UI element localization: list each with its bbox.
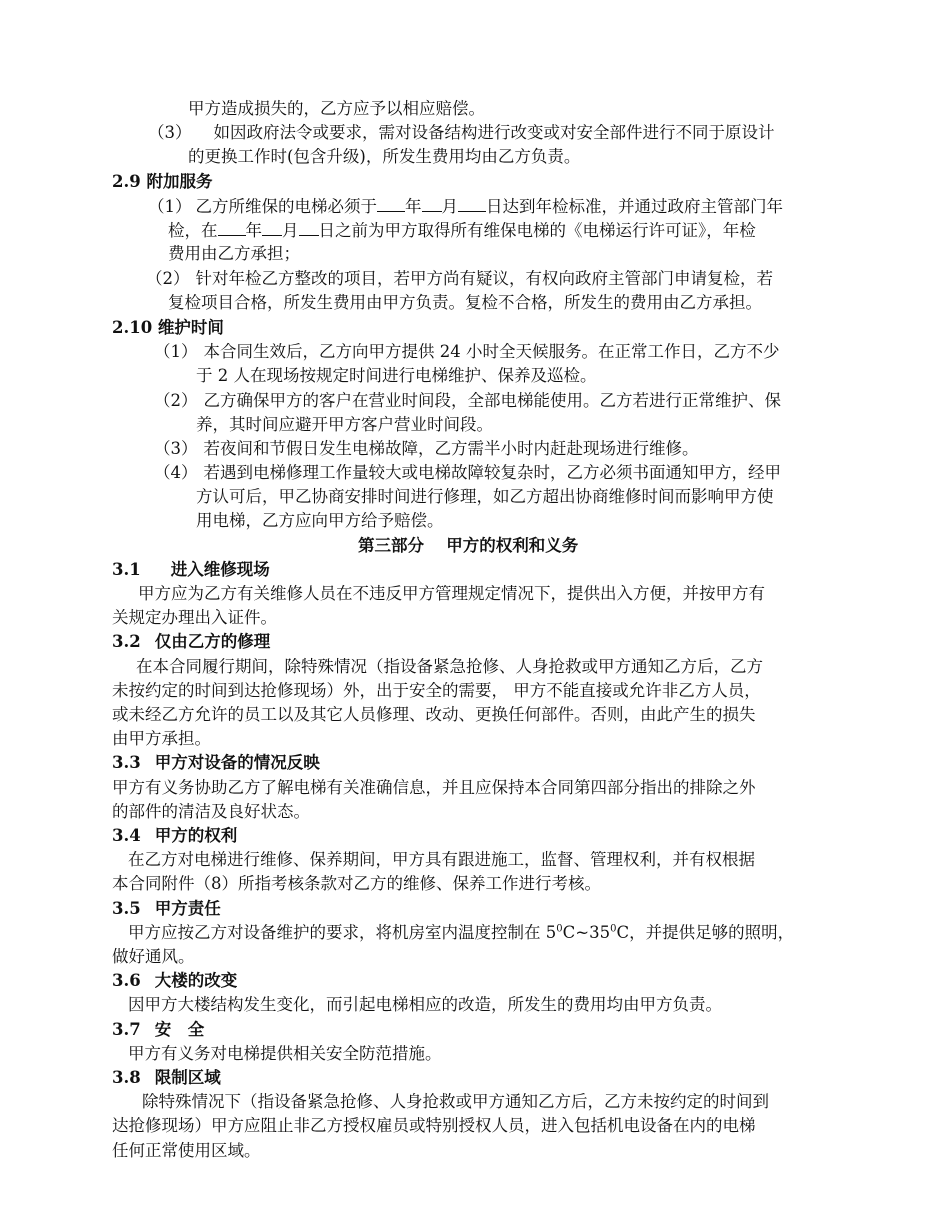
- section-number: 3.6: [112, 971, 141, 990]
- blank-line: [218, 218, 246, 236]
- list-item-2-8-3: [148, 121, 775, 145]
- paragraph-line: [136, 655, 763, 679]
- paragraph-line: [112, 945, 195, 969]
- paragraph-line: [196, 509, 444, 533]
- text: 方认可后，甲乙协商安排时间进行修理，如乙方超出协商维修时间而影响甲方使: [196, 487, 774, 506]
- superscript: 0: [610, 923, 617, 935]
- section-heading-3-6: [112, 969, 237, 993]
- text: C~35: [562, 923, 611, 942]
- paragraph-line: [128, 1042, 442, 1066]
- list-item-2-10-4: [154, 461, 781, 485]
- text: 日达到年检标准，并通过政府主管部门年: [486, 197, 783, 216]
- text: 用电梯，乙方应向甲方给予赔偿。: [196, 511, 444, 530]
- heading-text: 甲方对设备的情况反映: [154, 753, 320, 772]
- section-number: 3.8: [112, 1068, 141, 1087]
- text: 乙方所维保的电梯必须于: [195, 197, 377, 216]
- item-number: （2）: [154, 391, 198, 410]
- paragraph-line: [196, 364, 597, 388]
- item-number: （1）: [154, 342, 198, 361]
- text: 在乙方对电梯进行维修、保养期间，甲方具有跟进施工，监督、管理权利，并有权根据: [128, 850, 755, 869]
- paragraph-line: [128, 921, 794, 945]
- text: 由甲方承担。: [112, 729, 211, 748]
- text: 在本合同履行期间，除特殊情况（指设备紧急抢修、人身抢救或甲方通知乙方后，乙方: [136, 657, 763, 676]
- heading-text: 大楼的改变: [154, 971, 238, 990]
- section-heading-3-7: [112, 1018, 204, 1042]
- text: 如因政府法令或要求，需对设备结构进行改变或对安全部件进行不同于原设计: [213, 123, 775, 142]
- text: 因甲方大楼结构发生变化，而引起电梯相应的改造，所发生的费用均由甲方负责。: [128, 995, 722, 1014]
- paragraph-line: [112, 703, 756, 727]
- text: 检，在: [168, 221, 218, 240]
- text: 于 2 人在现场按规定时间进行电梯维护、保养及巡检。: [196, 366, 597, 385]
- section-heading-3-3: [112, 751, 320, 775]
- text: 甲方有义务协助乙方了解电梯有关准确信息，并且应保持本合同第四部分指出的排除之外: [112, 778, 756, 797]
- text: 费用由乙方承担；: [168, 244, 300, 263]
- paragraph-line: [128, 993, 722, 1017]
- section-heading-2-10: [112, 316, 224, 340]
- text: 本合同生效后，乙方向甲方提供 24 小时全天候服务。在正常工作日，乙方不少: [203, 342, 780, 361]
- text: 本合同附件（8）所指考核条款对乙方的维修、保养工作进行考核。: [112, 874, 601, 893]
- text: 未按约定的时间到达抢修现场）外，出于安全的需要， 甲方不能直接或允许非乙方人员，: [112, 681, 761, 700]
- text: 乙方确保甲方的客户在营业时间段，全部电梯能使用。乙方若进行正常维护、保: [203, 391, 781, 410]
- paragraph-line: [138, 582, 765, 606]
- list-item-2-9-1: [148, 194, 783, 219]
- paragraph-line: [112, 1139, 261, 1163]
- section-number: 3.3: [112, 753, 141, 772]
- text: 或未经乙方允许的员工以及其它人员修理、改动、更换任何部件。否则，由此产生的损失: [112, 705, 756, 724]
- text: 的部件的清洁及良好状态。: [112, 802, 310, 821]
- paragraph-line: [188, 145, 580, 169]
- paragraph-line: [112, 606, 277, 630]
- heading-text: 安 全: [154, 1020, 205, 1039]
- heading-text: 限制区域: [154, 1068, 221, 1087]
- paragraph-line: [128, 848, 755, 872]
- item-number: （3）: [148, 123, 192, 142]
- text: 养，其时间应避开甲方客户营业时间段。: [196, 415, 493, 434]
- section-heading-3-4: [112, 824, 237, 848]
- item-number: （1）: [148, 197, 192, 216]
- paragraph-line: [196, 485, 774, 509]
- text: 日之前为甲方取得所有维保电梯的《电梯运行许可证》，年检: [318, 221, 756, 240]
- section-heading-3-8: [112, 1066, 221, 1090]
- text: 月: [441, 197, 458, 216]
- text: 月: [282, 221, 299, 240]
- section-number: 3.2: [112, 632, 141, 651]
- blank-line: [377, 194, 405, 212]
- section-number: 3.5: [112, 899, 141, 918]
- section-heading-3-2: [112, 630, 270, 654]
- blank-line: [422, 194, 442, 212]
- text: 除特殊情况下（指设备紧急抢修、人身抢救或甲方通知乙方后，乙方未按约定的时间到: [142, 1092, 769, 1111]
- text: 甲方应为乙方有关维修人员在不违反甲方管理规定情况下，提供出入方便，并按甲方有: [138, 584, 765, 603]
- text: 甲方应按乙方对设备维护的要求，将机房室内温度控制在 5: [128, 923, 557, 942]
- heading-text: 2.10 维护时间: [112, 318, 224, 337]
- blank-line: [299, 218, 319, 236]
- heading-text: 2.9 附加服务: [112, 172, 213, 191]
- paragraph-line: [112, 800, 310, 824]
- superscript: 0: [556, 923, 563, 935]
- text: 年: [405, 197, 422, 216]
- text: 任何正常使用区域。: [112, 1141, 261, 1160]
- text: 达抢修现场）甲方应阻止非乙方授权雇员或特别授权人员，进入包括机电设备在内的电梯: [112, 1116, 756, 1135]
- list-item-2-10-1: [154, 340, 780, 364]
- heading-text: 甲方责任: [154, 899, 221, 918]
- paragraph-line: [112, 1114, 756, 1138]
- text: 关规定办理出入证件。: [112, 608, 277, 627]
- paragraph-line: [112, 679, 761, 703]
- text: 年: [245, 221, 262, 240]
- section-number: 3.4: [112, 826, 141, 845]
- text: 甲方造成损失的，乙方应予以相应赔偿。: [188, 99, 485, 118]
- section-heading-3-5: [112, 897, 221, 921]
- paragraph-line: [142, 1090, 769, 1114]
- paragraph-line: [168, 242, 300, 266]
- heading-text: 甲方的权利: [154, 826, 238, 845]
- item-number: （4）: [154, 463, 198, 482]
- paragraph-line: [168, 218, 756, 243]
- text: 若夜间和节假日发生电梯故障，乙方需半小时内赶赴现场进行维修。: [203, 439, 699, 458]
- section-heading-2-9: [112, 170, 212, 194]
- text: C，并提供足够的照明，: [616, 923, 795, 942]
- text: 若遇到电梯修理工作量较大或电梯故障较复杂时，乙方必须书面通知甲方，经甲: [203, 463, 781, 482]
- section-number: 3.7: [112, 1020, 141, 1039]
- part-title: [358, 534, 578, 558]
- heading-text: 仅由乙方的修理: [154, 632, 271, 651]
- paragraph-line: [112, 776, 756, 800]
- text: 针对年检乙方整改的项目，若甲方尚有疑议，有权向政府主管部门申请复检，若: [195, 269, 773, 288]
- text: 的更换工作时(包含升级)，所发生费用均由乙方负责。: [188, 147, 581, 166]
- item-number: （2）: [146, 269, 190, 288]
- text: 甲方有义务对电梯提供相关安全防范措施。: [128, 1044, 442, 1063]
- item-number: （3）: [154, 439, 198, 458]
- heading-text: 进入维修现场: [170, 560, 270, 579]
- paragraph-line: [168, 291, 762, 315]
- paragraph-line: [112, 727, 211, 751]
- paragraph-line: [196, 413, 493, 437]
- paragraph-line: [188, 97, 485, 121]
- section-number: 3.1: [112, 560, 141, 579]
- list-item-2-10-3: [154, 437, 699, 461]
- text: 复检项目合格，所发生费用由甲方负责。复检不合格，所发生的费用由乙方承担。: [168, 293, 762, 312]
- list-item-2-9-2: [146, 267, 773, 291]
- paragraph-line: [112, 872, 601, 896]
- blank-line: [458, 194, 486, 212]
- heading-text: 第三部分 甲方的权利和义务: [358, 536, 579, 555]
- list-item-2-10-2: [154, 389, 781, 413]
- blank-line: [262, 218, 282, 236]
- section-heading-3-1: [112, 558, 270, 582]
- text: 做好通风。: [112, 947, 195, 966]
